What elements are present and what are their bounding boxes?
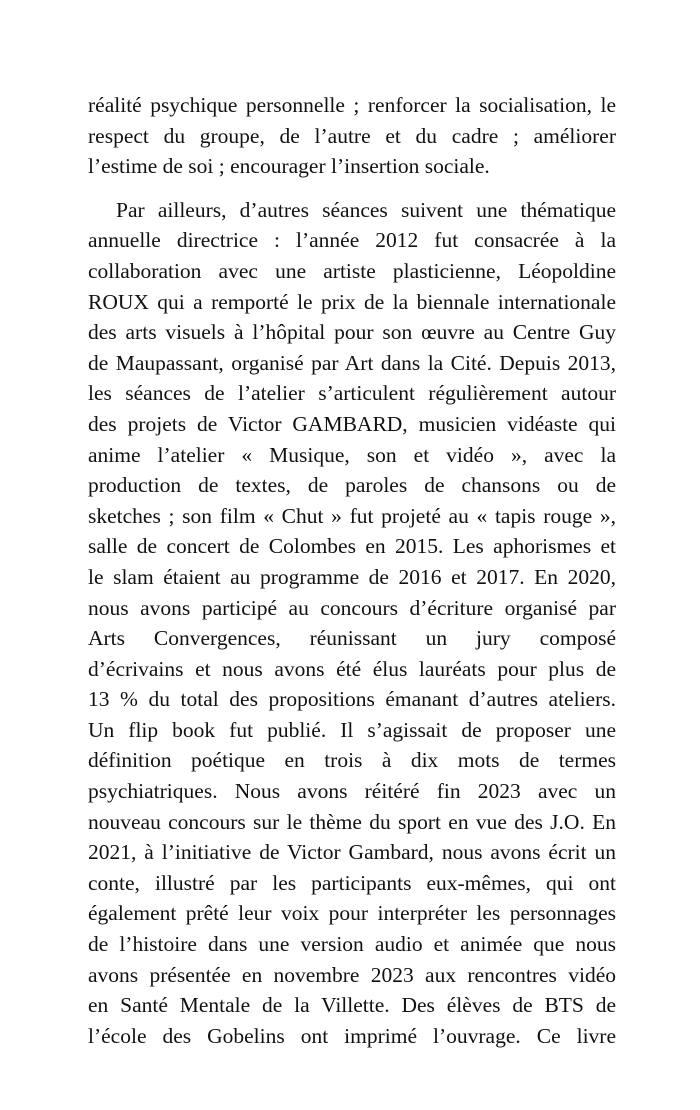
text-line: Un flip book fut publié. Il s’agissait de proposer une — [88, 717, 616, 742]
text-line: des arts visuels à l’hôpital pour son œuvre au Centre Guy — [88, 320, 616, 345]
text-line: d’écrivains et nous avons été élus lauréats pour plus de — [88, 656, 616, 681]
text-line: également prêté leur voix pour interpréter les personnages — [88, 901, 616, 926]
text-line: le slam étaient au programme de 2016 et 2017. En 2020, — [88, 564, 616, 589]
text-line: réalité psychique personnelle ; renforcer la socialisation, le — [88, 93, 616, 117]
text-line: psychiatriques. Nous avons réitéré fin 2023 avec un — [88, 779, 616, 804]
paragraph-1 — [88, 90, 616, 182]
text-line: des projets de Victor GAMBARD, musicien vidéaste qui — [88, 411, 616, 436]
text-line: respect du groupe, de l’autre et du cadre ; améliorer — [88, 123, 616, 148]
text-line: anime l’atelier « Musique, son et vidéo », avec la — [88, 442, 616, 467]
text-line: avons présentée en novembre 2023 aux rencontres vidéo — [88, 962, 616, 987]
text-line: 13 % du total des propositions émanant d’autres ateliers. — [88, 687, 616, 712]
text-line: 2021, à l’initiative de Victor Gambard, nous avons écrit un — [88, 840, 616, 865]
text-line: collaboration avec une artiste plasticienne, Léopoldine — [88, 258, 616, 283]
text-line: définition poétique en trois à dix mots de termes — [88, 748, 616, 773]
text-line: production de textes, de paroles de chansons ou de — [88, 473, 616, 498]
text-line: de Maupassant, organisé par Art dans la Cité. Depuis 2013, — [88, 350, 616, 375]
text-line: l’estime de soi ; encourager l’insertion sociale. — [88, 154, 490, 179]
text-line: les séances de l’atelier s’articulent régulièrement autour — [88, 381, 616, 406]
text-line: salle de concert de Colombes en 2015. Les aphorismes et — [88, 534, 616, 559]
document-page — [88, 90, 616, 1051]
text-line: l’école des Gobelins ont imprimé l’ouvrage. Ce livre — [88, 1023, 616, 1048]
text-line: de l’histoire dans une version audio et animée que nous — [88, 932, 616, 957]
text-line: annuelle directrice : l’année 2012 fut consacrée à la — [88, 228, 616, 253]
text-line: nous avons participé au concours d’écriture organisé par — [88, 595, 616, 620]
text-line: sketches ; son film « Chut » fut projeté au « tapis rouge », — [88, 503, 616, 528]
text-line: en Santé Mentale de la Villette. Des élèves de BTS de — [88, 993, 616, 1018]
paragraph-2 — [88, 195, 616, 1052]
text-line: nouveau concours sur le thème du sport en vue des J.O. En — [88, 809, 616, 834]
text-line: Arts Convergences, réunissant un jury composé — [88, 626, 616, 651]
text-line: Par ailleurs, d’autres séances suivent une thématique — [116, 197, 616, 222]
text-line: conte, illustré par les participants eux-mêmes, qui ont — [88, 870, 616, 895]
text-line: ROUX qui a remporté le prix de la biennale internationale — [88, 289, 616, 314]
